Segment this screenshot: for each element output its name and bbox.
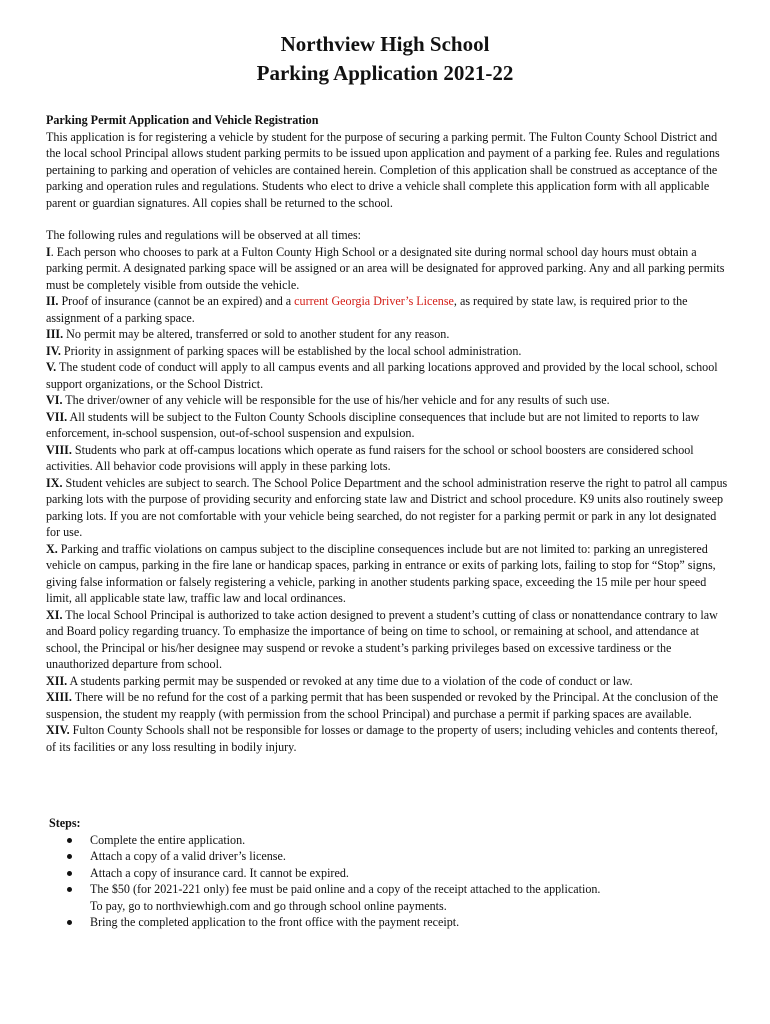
paragraph-gap	[46, 211, 730, 227]
rule-number: I	[46, 244, 51, 259]
rule-number: IX.	[46, 475, 63, 490]
page-subtitle: Parking Application 2021-22	[256, 61, 514, 85]
step-text: The $50 (for 2021-221 only) fee must be paid online and a copy of the receipt attached to the application.	[90, 882, 601, 896]
rules-lead: The following rules and regulations will be observed at all times:	[46, 228, 362, 242]
rule-number: III.	[46, 327, 64, 341]
intro-paragraph: This application is for registering a vehicle by student for the purpose of securing a parking permit. The Fulton County School District and the local school Principal allows student parking permits to be issued upon application and payment of a parking fee. Rules and regulations pertaining to parking and operation of vehicles are contained herein. Completion of this application shall be construed as acceptance of the parking and operation rules and regulations. Students who elect to drive a vehicle shall complete this application form with all applicable parent or guardian signatures. All copies shall be returned to the school.	[46, 129, 720, 210]
rule-item	[46, 673, 730, 690]
step-text: Complete the entire application.	[90, 832, 246, 847]
rule-item	[46, 689, 730, 722]
rule-item	[46, 722, 730, 755]
rule-item	[46, 409, 730, 442]
rule-text: The student code of conduct will apply to all campus events and all parking locations approved and provided by the local school, school support organizations, or the School District.	[46, 360, 718, 391]
rule-item	[46, 541, 730, 607]
step-item	[46, 914, 730, 931]
document-body	[46, 112, 730, 755]
rule-item	[46, 442, 730, 475]
steps-section	[46, 815, 730, 931]
intro-heading: Parking Permit Application and Vehicle Registration	[46, 113, 319, 127]
rule-text-after: , as required by state law, is required prior to the assignment of a parking space.	[46, 294, 688, 325]
step-item	[46, 848, 730, 865]
rule-item	[46, 326, 730, 343]
rule-number: VI.	[46, 393, 63, 407]
rule-item	[46, 244, 730, 294]
rule-text: Proof of insurance (cannot be an expired) and a	[58, 294, 295, 308]
rule-text: The driver/owner of any vehicle will be responsible for the use of his/her vehicle and for any results of such use.	[62, 393, 610, 407]
step-text: Attach a copy of a valid driver’s license.	[90, 849, 286, 863]
rule-item	[46, 343, 730, 360]
rule-text: Fulton County Schools shall not be responsible for losses or damage to the property of users; including vehicles and contents thereof, of its facilities or any loss resulting in bodily injury.	[46, 723, 718, 754]
rule-text: No permit may be altered, transferred or sold to another student for any reason.	[63, 327, 450, 341]
bullet-icon	[67, 871, 72, 876]
rule-item	[46, 607, 730, 673]
rule-item	[46, 293, 730, 326]
rule-text: A students parking permit may be suspended or revoked at any time due to a violation of the code of conduct or law.	[67, 673, 633, 688]
steps-list	[46, 832, 730, 931]
rule-item	[46, 475, 730, 541]
rule-text: The local School Principal is authorized to take action designed to prevent a student’s cutting of class or nonattendance contrary to law and Board policy regarding truancy. To emphasize the importance of being on time to school, or remaining at school, and attendance at school, the Principal or his/her designee may suspend or revoke a student’s parking privileges based on excessive tardiness or the unauthorized departure from school.	[46, 607, 718, 671]
bullet-icon	[67, 920, 72, 925]
rule-number: IV.	[46, 343, 61, 358]
rule-number: V.	[46, 360, 57, 374]
rule-text: Students who park at off-campus locations which operate as fund raisers for the school or school boosters are considered school activities. All behavior code provisions will apply in these parking lots.	[46, 442, 694, 473]
rule-text: Priority in assignment of parking spaces will be established by the local school administration.	[60, 343, 522, 358]
step-item	[46, 881, 730, 914]
step-text: Bring the completed application to the front office with the payment receipt.	[90, 915, 460, 929]
rule-text: . Each person who chooses to park at a Fulton County High School or a designated site during normal school day hours must obtain a parking permit. A designated parking space will be assigned or an area will be designated for approved parking. Any and all parking permits must be completely visible from outside the vehicle.	[46, 244, 725, 292]
rule-text: All students will be subject to the Fulton County Schools discipline consequences that include but are not limited to reports to law enforcement, in-school suspension, out-of-school suspension and expulsion.	[46, 409, 700, 440]
step-text: Attach a copy of insurance card. It cannot be expired.	[90, 865, 349, 880]
rule-text: Parking and traffic violations on campus subject to the discipline consequences include but are not limited to: parking an unregistered vehicle on campus, parking in the fire lane or handicap spaces, parking in entrance or exits of parking lots, failing to stop for “Stop” signs, giving false information or falsely registering a vehicle, parking in another students parking space, exceeding the 15 mile per hour speed limit, all applicable state law, traffic law and local ordinances.	[46, 541, 716, 605]
bullet-icon	[67, 838, 72, 843]
rule-item	[46, 392, 730, 409]
drivers-license-highlight: current Georgia Driver’s License	[294, 294, 454, 308]
rule-text: Student vehicles are subject to search. The School Police Department and the school administration reserve the right to patrol all campus parking lots with the purpose of providing security and enforcing state law and District and school procedure. K9 units also routinely sweep parking lots. If you are not comfortable with your vehicle being searched, do not register for a parking permit or park in any lot designated for use.	[46, 475, 728, 539]
rule-item	[46, 359, 730, 392]
rule-number: X.	[46, 541, 58, 556]
steps-title: Steps:	[49, 816, 81, 830]
step-item	[46, 832, 730, 849]
bullet-icon	[67, 887, 72, 892]
step-item	[46, 865, 730, 882]
rule-number: VII.	[46, 409, 68, 424]
rule-number: VIII.	[46, 442, 72, 457]
rule-number: XIII.	[46, 690, 72, 704]
rule-number: XII.	[46, 673, 68, 688]
title-block	[0, 30, 770, 88]
step-subtext: To pay, go to northviewhigh.com and go through school online payments.	[90, 898, 447, 913]
bullet-icon	[67, 854, 72, 859]
rule-number: II.	[46, 294, 59, 308]
rule-number: XI.	[46, 607, 63, 622]
rule-text: There will be no refund for the cost of a parking permit that has been suspended or revoked by the Principal. At the conclusion of the suspension, the student my reapply (with permission from the school Principal) and purchase a permit if parking spaces are available.	[46, 690, 719, 721]
page-title: Northview High School	[280, 32, 490, 56]
rule-number: XIV.	[46, 723, 70, 737]
